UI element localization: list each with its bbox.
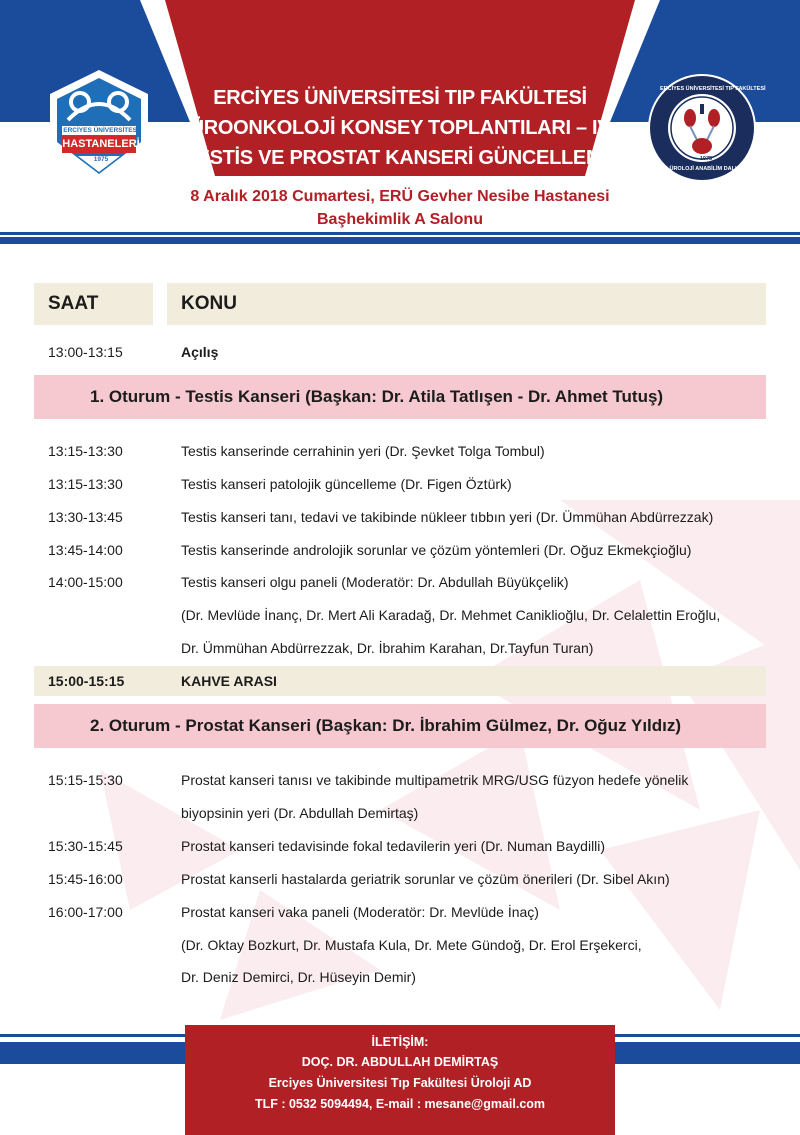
row-time: 13:30-13:45 — [48, 509, 123, 525]
row-topic: Prostat kanseri vaka paneli (Moderatör: Dr. Mevlüde İnaç) — [181, 904, 539, 920]
header-title-line-2: ÜROONKOLOJİ KONSEY TOPLANTILARI – IV — [189, 117, 611, 139]
hospital-logo-line2: HASTANELERİ — [62, 138, 140, 150]
row-time: 13:15-13:30 — [48, 476, 123, 492]
header-title-line-3: TESTİS VE PROSTAT KANSERİ GÜNCELLEME — [184, 147, 616, 169]
row-time: 13:15-13:30 — [48, 443, 123, 459]
row-topic: Prostat kanseri tanısı ve takibinde multipametrik MRG/USG füzyon hedefe yönelik — [181, 772, 689, 788]
row-topic: Açılış — [181, 344, 219, 360]
row-topic: Testis kanserinde androlojik sorunlar ve çözüm yöntemleri (Dr. Oğuz Ekmekçioğlu) — [181, 542, 692, 558]
row-topic: Dr. Deniz Demirci, Dr. Hüseyin Demir) — [181, 969, 416, 985]
contact-name: DOÇ. DR. ABDULLAH DEMİRTAŞ — [301, 1055, 499, 1069]
row-topic: Testis kanseri olgu paneli (Moderatör: Dr. Abdullah Büyükçelik) — [181, 574, 569, 590]
session-2-header: 2. Oturum - Prostat Kanseri (Başkan: Dr. İbrahim Gülmez, Dr. Oğuz Yıldız) — [34, 704, 766, 748]
hospital-logo-year: 1975 — [93, 156, 109, 163]
row-time: 15:00-15:15 — [48, 673, 125, 689]
coffee-break-row — [34, 666, 766, 696]
row-time: 14:00-15:00 — [48, 574, 123, 590]
contact-department: Erciyes Üniversitesi Tıp Fakültesi Üroloji AD — [268, 1076, 532, 1090]
row-time: 15:45-16:00 — [48, 871, 123, 887]
row-time: 16:00-17:00 — [48, 904, 123, 920]
contact-details: TLF : 0532 5094494, E-mail : mesane@gmail.com — [254, 1097, 546, 1111]
session-1-header: 1. Oturum - Testis Kanseri (Başkan: Dr. Atila Tatlışen - Dr. Ahmet Tutuş) — [34, 375, 766, 419]
row-time: 13:00-13:15 — [48, 344, 123, 360]
column-header-topic: KONU — [167, 283, 766, 325]
event-date-venue: 8 Aralık 2018 Cumartesi, ERÜ Gevher Nesibe Hastanesi — [190, 188, 610, 205]
hospital-logo — [48, 68, 150, 184]
urology-logo-bottom-text: ÜROLOJİ ANABİLİM DALI — [669, 166, 737, 172]
header-title-line-1: ERCİYES ÜNİVERSİTESİ TIP FAKÜLTESİ — [213, 87, 587, 109]
event-hall: Başhekimlik A Salonu — [317, 211, 483, 228]
row-topic: KAHVE ARASI — [181, 673, 277, 689]
row-time: 15:15-15:30 — [48, 772, 123, 788]
row-topic: Testis kanserinde cerrahinin yeri (Dr. Şevket Tolga Tombul) — [181, 443, 545, 459]
row-topic: Prostat kanseri tedavisinde fokal tedavilerin yeri (Dr. Numan Baydilli) — [181, 838, 606, 854]
urology-logo-ring-text: ERCİYES ÜNİVERSİTESİ TIP FAKÜLTESİ — [660, 86, 766, 92]
column-header-time: SAAT — [34, 283, 153, 325]
row-topic: Testis kanseri patolojik güncelleme (Dr. Figen Öztürk) — [181, 476, 512, 492]
row-time: 13:45-14:00 — [48, 542, 123, 558]
urology-logo-year: 1975 — [699, 156, 713, 162]
row-topic: biyopsinin yeri (Dr. Abdullah Demirtaş) — [181, 805, 419, 821]
row-topic: Testis kanseri tanı, tedavi ve takibinde nükleer tıbbın yeri (Dr. Ümmühan Abdürrezzak) — [181, 509, 714, 525]
row-topic: (Dr. Oktay Bozkurt, Dr. Mustafa Kula, Dr. Mete Gündoğ, Dr. Erol Erşekerci, — [181, 937, 642, 953]
contact-label: İLETİŞİM: — [371, 1035, 429, 1049]
row-topic: Prostat kanserli hastalarda geriatrik sorunlar ve çözüm önerileri (Dr. Sibel Akın) — [181, 871, 670, 887]
hospital-logo-line1: ERCİYES ÜNİVERSİTESİ — [63, 127, 139, 134]
row-topic: (Dr. Mevlüde İnanç, Dr. Mert Ali Karadağ, Dr. Mehmet Caniklioğlu, Dr. Celalettin Eroğlu, — [181, 607, 721, 623]
row-topic: Dr. Ümmühan Abdürrezzak, Dr. İbrahim Karahan, Dr.Tayfun Turan) — [181, 640, 594, 656]
row-time: 15:30-15:45 — [48, 838, 123, 854]
